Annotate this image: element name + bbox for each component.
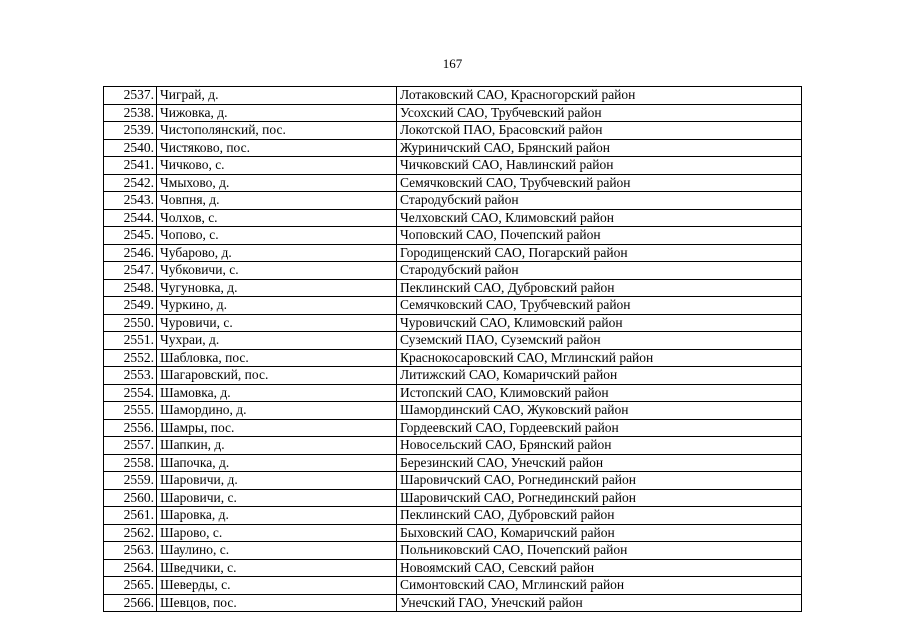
settlement-name: Шарово, с. (157, 524, 397, 542)
table-row (104, 594, 802, 612)
table-row (104, 174, 802, 192)
table-row (104, 244, 802, 262)
settlement-name: Чуркино, д. (157, 297, 397, 315)
settlements-table (103, 86, 802, 612)
row-number: 2539. (104, 122, 157, 140)
administrative-unit: Польниковский САО, Почепский район (397, 542, 802, 560)
row-number: 2543. (104, 192, 157, 210)
settlement-name: Шапкин, д. (157, 437, 397, 455)
administrative-unit: Чичковский САО, Навлинский район (397, 157, 802, 175)
settlement-name: Шабловка, пос. (157, 349, 397, 367)
settlement-name: Човпня, д. (157, 192, 397, 210)
settlement-name: Чмыхово, д. (157, 174, 397, 192)
table-row (104, 419, 802, 437)
settlement-name: Шамордино, д. (157, 402, 397, 420)
row-number: 2545. (104, 227, 157, 245)
row-number: 2547. (104, 262, 157, 280)
table-row (104, 577, 802, 595)
table-row (104, 262, 802, 280)
settlement-name: Шевцов, пос. (157, 594, 397, 612)
settlement-name: Шапочка, д. (157, 454, 397, 472)
settlement-name: Чижовка, д. (157, 104, 397, 122)
table-row (104, 507, 802, 525)
table-row (104, 489, 802, 507)
row-number: 2548. (104, 279, 157, 297)
table-row (104, 472, 802, 490)
table-row (104, 367, 802, 385)
settlement-name: Шеверды, с. (157, 577, 397, 595)
row-number: 2562. (104, 524, 157, 542)
administrative-unit: Семячковский САО, Трубчевский район (397, 174, 802, 192)
row-number: 2537. (104, 87, 157, 105)
table-row (104, 279, 802, 297)
settlement-name: Шаулино, с. (157, 542, 397, 560)
administrative-unit: Челховский САО, Климовский район (397, 209, 802, 227)
settlement-name: Чугуновка, д. (157, 279, 397, 297)
table-row (104, 332, 802, 350)
administrative-unit: Симонтовский САО, Мглинский район (397, 577, 802, 595)
settlement-name: Чичково, с. (157, 157, 397, 175)
administrative-unit: Быховский САО, Комаричский район (397, 524, 802, 542)
row-number: 2550. (104, 314, 157, 332)
row-number: 2561. (104, 507, 157, 525)
row-number: 2540. (104, 139, 157, 157)
table-row (104, 209, 802, 227)
administrative-unit: Новосельский САО, Брянский район (397, 437, 802, 455)
administrative-unit: Семячковский САО, Трубчевский район (397, 297, 802, 315)
settlement-name: Чухраи, д. (157, 332, 397, 350)
table-row (104, 349, 802, 367)
table-row (104, 104, 802, 122)
settlement-name: Чубковичи, с. (157, 262, 397, 280)
row-number: 2541. (104, 157, 157, 175)
administrative-unit: Новоямский САО, Севский район (397, 559, 802, 577)
table-row (104, 227, 802, 245)
table-body (104, 87, 802, 612)
row-number: 2552. (104, 349, 157, 367)
row-number: 2542. (104, 174, 157, 192)
row-number: 2556. (104, 419, 157, 437)
settlement-name: Шаровичи, с. (157, 489, 397, 507)
administrative-unit: Лотаковский САО, Красногорский район (397, 87, 802, 105)
administrative-unit: Шамординский САО, Жуковский район (397, 402, 802, 420)
administrative-unit: Пеклинский САО, Дубровский район (397, 279, 802, 297)
table-row (104, 87, 802, 105)
settlement-name: Шагаровский, пос. (157, 367, 397, 385)
row-number: 2551. (104, 332, 157, 350)
administrative-unit: Краснокосаровский САО, Мглинский район (397, 349, 802, 367)
administrative-unit: Городищенский САО, Погарский район (397, 244, 802, 262)
row-number: 2553. (104, 367, 157, 385)
table-row (104, 314, 802, 332)
administrative-unit: Литижский САО, Комаричский район (397, 367, 802, 385)
table-row (104, 297, 802, 315)
row-number: 2554. (104, 384, 157, 402)
row-number: 2559. (104, 472, 157, 490)
administrative-unit: Шаровичский САО, Рогнединский район (397, 472, 802, 490)
administrative-unit: Шаровичский САО, Рогнединский район (397, 489, 802, 507)
administrative-unit: Стародубский район (397, 262, 802, 280)
administrative-unit: Стародубский район (397, 192, 802, 210)
settlement-name: Чубарово, д. (157, 244, 397, 262)
row-number: 2557. (104, 437, 157, 455)
administrative-unit: Чуровичский САО, Климовский район (397, 314, 802, 332)
administrative-unit: Гордеевский САО, Гордеевский район (397, 419, 802, 437)
row-number: 2564. (104, 559, 157, 577)
table-row (104, 559, 802, 577)
administrative-unit: Журиничский САО, Брянский район (397, 139, 802, 157)
administrative-unit: Чоповский САО, Почепский район (397, 227, 802, 245)
settlement-name: Чистополянский, пос. (157, 122, 397, 140)
administrative-unit: Унечский ГАО, Унечский район (397, 594, 802, 612)
settlement-name: Чопово, с. (157, 227, 397, 245)
table-row (104, 139, 802, 157)
table-row (104, 524, 802, 542)
settlement-name: Шведчики, с. (157, 559, 397, 577)
administrative-unit: Березинский САО, Унечский район (397, 454, 802, 472)
row-number: 2566. (104, 594, 157, 612)
settlement-name: Чистяково, пос. (157, 139, 397, 157)
row-number: 2538. (104, 104, 157, 122)
row-number: 2546. (104, 244, 157, 262)
row-number: 2558. (104, 454, 157, 472)
table-row (104, 157, 802, 175)
table-row (104, 437, 802, 455)
table-row (104, 402, 802, 420)
settlement-name: Шамры, пос. (157, 419, 397, 437)
table-row (104, 384, 802, 402)
row-number: 2560. (104, 489, 157, 507)
administrative-unit: Пеклинский САО, Дубровский район (397, 507, 802, 525)
row-number: 2549. (104, 297, 157, 315)
settlement-name: Шаровка, д. (157, 507, 397, 525)
page-number: 167 (442, 56, 463, 71)
administrative-unit: Усохский САО, Трубчевский район (397, 104, 802, 122)
row-number: 2555. (104, 402, 157, 420)
settlement-name: Чолхов, с. (157, 209, 397, 227)
administrative-unit: Локотской ПАО, Брасовский район (397, 122, 802, 140)
settlement-name: Чуровичи, с. (157, 314, 397, 332)
settlement-name: Чиграй, д. (157, 87, 397, 105)
row-number: 2565. (104, 577, 157, 595)
table-row (104, 454, 802, 472)
settlement-name: Шаровичи, д. (157, 472, 397, 490)
settlement-name: Шамовка, д. (157, 384, 397, 402)
row-number: 2544. (104, 209, 157, 227)
administrative-unit: Суземский ПАО, Суземский район (397, 332, 802, 350)
administrative-unit: Истопский САО, Климовский район (397, 384, 802, 402)
table-row (104, 122, 802, 140)
row-number: 2563. (104, 542, 157, 560)
table-row (104, 192, 802, 210)
table-row (104, 542, 802, 560)
